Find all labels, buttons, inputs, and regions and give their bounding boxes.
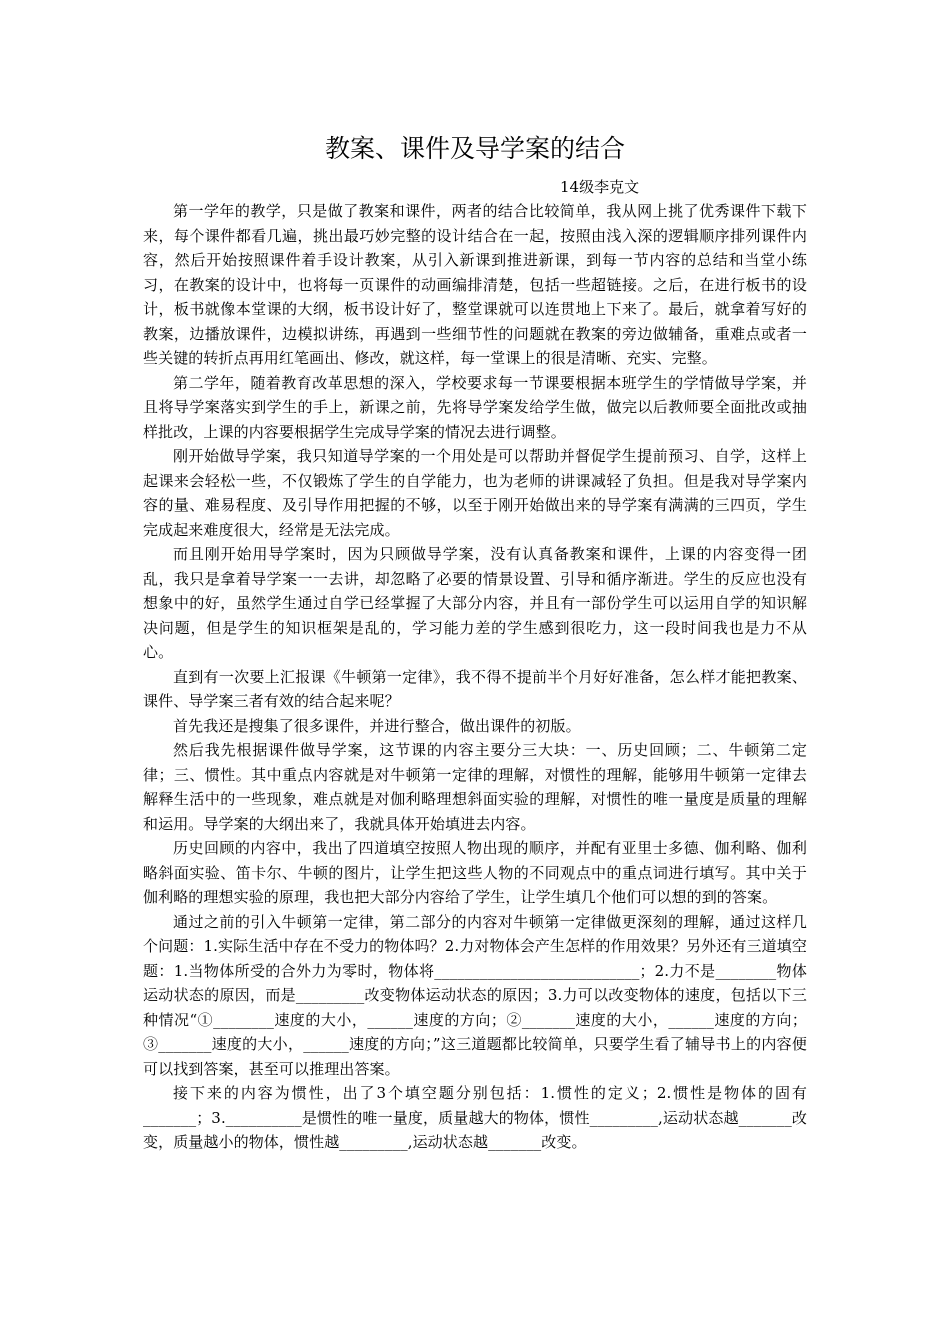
paragraph-5: 直到有一次要上汇报课《牛顿第一定律》，我不得不提前半个月好好准备，怎么样才能把教案、课件、导学案三者有效的结合起来呢？ — [143, 667, 807, 710]
document-author: 14级李克文 — [560, 178, 640, 196]
paragraph-10: 接下来的内容为惯性，出了3个填空题分别包括：1.惯性的定义；2.惯性是物体的固有_______；3.__________是惯性的唯一量度，质量越大的物体，惯性_________,运动状态越_______改变，质量越小的物体，惯性越_________,运动状态越_______改变。 — [143, 1084, 807, 1151]
paragraph-1: 第一学年的教学，只是做了教案和课件，两者的结合比较简单，我从网上挑了优秀课件下载下来，每个课件都看几遍，挑出最巧妙完整的设计结合在一起，按照由浅入深的逻辑顺序排列课件内容，然后开始按照课件着手设计教案，从引入新课到推进新课，到每一节内容的总结和当堂小练习，在教案的设计中，也将每一页课件的动画编排清楚，包括一些超链接。之后，在进行板书的设计，板书就像本堂课的大纲，板书设计好了，整堂课就可以连贯地上下来了。最后，就拿着写好的教案，边播放课件，边模拟讲练，再遇到一些细节性的问题就在教案的旁边做辅备，重难点或者一些关键的转折点再用红笔画出、修改，就这样，每一堂课上的很是清晰、充实、完整。 — [143, 202, 807, 367]
paragraph-6: 首先我还是搜集了很多课件，并进行整合，做出课件的初版。 — [173, 716, 581, 735]
paragraph-9: 通过之前的引入牛顿第一定律，第二部分的内容对牛顿第一定律做更深刻的理解，通过这样几个问题：1.实际生活中存在不受力的物体吗？2.力对物体会产生怎样的作用效果？另外还有三道填空题：1.当物体所受的合外力为零时，物体将___________________________；2.力不是________物体运动状态的原因，而是_________改变物体运动状态的原因；3.力可以改变物体的速度，包括以下三种情况“①________速度的大小，______速度的方向；②_______速度的大小，______速度的方向；③_______速度的大小，______速度的方向；”这三道题都比较简单，只要学生看了辅导书上的内容便可以找到答案，甚至可以推理出答案。 — [143, 912, 807, 1078]
paragraph-8: 历史回顾的内容中，我出了四道填空按照人物出现的顺序，并配有亚里士多德、伽利略、伽利略斜面实验、笛卡尔、牛顿的图片，让学生把这些人物的不同观点中的重点词进行填写。其中关于伽利略的理想实验的原理，我也把大部分内容给了学生，让学生填几个他们可以想的到的答案。 — [143, 839, 807, 906]
document-title: 教案、课件及导学案的结合 — [324, 134, 625, 163]
paragraph-3: 刚开始做导学案，我只知道导学案的一个用处是可以帮助并督促学生提前预习、自学，这样上起课来会轻松一些，不仅锻炼了学生的自学能力，也为老师的讲课减轻了负担。但是我对导学案内容的量、难易程度、及引导作用把握的不够，以至于刚开始做出来的导学案有满满的三四页，学生完成起来难度很大，经常是无法完成。 — [143, 447, 807, 539]
paragraph-2: 第二学年，随着教育改革思想的深入，学校要求每一节课要根据本班学生的学情做导学案，并且将导学案落实到学生的手上，新课之前，先将导学案发给学生做，做完以后教师要全面批改或抽样批改，上课的内容要根据学生完成导学案的情况去进行调整。 — [143, 373, 807, 441]
paragraph-7: 然后我先根据课件做导学案，这节课的内容主要分三大块：一、历史回顾；二、牛顿第二定律；三、惯性。其中重点内容就是对牛顿第一定律的理解，对惯性的理解，能够用牛顿第一定律去解释生活中的一些现象，难点就是对伽利略理想斜面实验的理解，对惯性的唯一量度是质量的理解和运用。导学案的大纲出来了，我就具体开始填进去内容。 — [143, 741, 807, 833]
document-body — [143, 199, 807, 1155]
paragraph-4: 而且刚开始用导学案时，因为只顾做导学案，没有认真备教案和课件，上课的内容变得一团乱，我只是拿着导学案一一去讲，却忽略了必要的情景设置、引导和循序渐进。学生的反应也没有想象中的好，虽然学生通过自学已经掌握了大部分内容，并且有一部份学生可以运用自学的知识解决问题，但是学生的知识框架是乱的，学习能力差的学生感到很吃力，这一段时间我也是力不从心。 — [143, 545, 807, 661]
